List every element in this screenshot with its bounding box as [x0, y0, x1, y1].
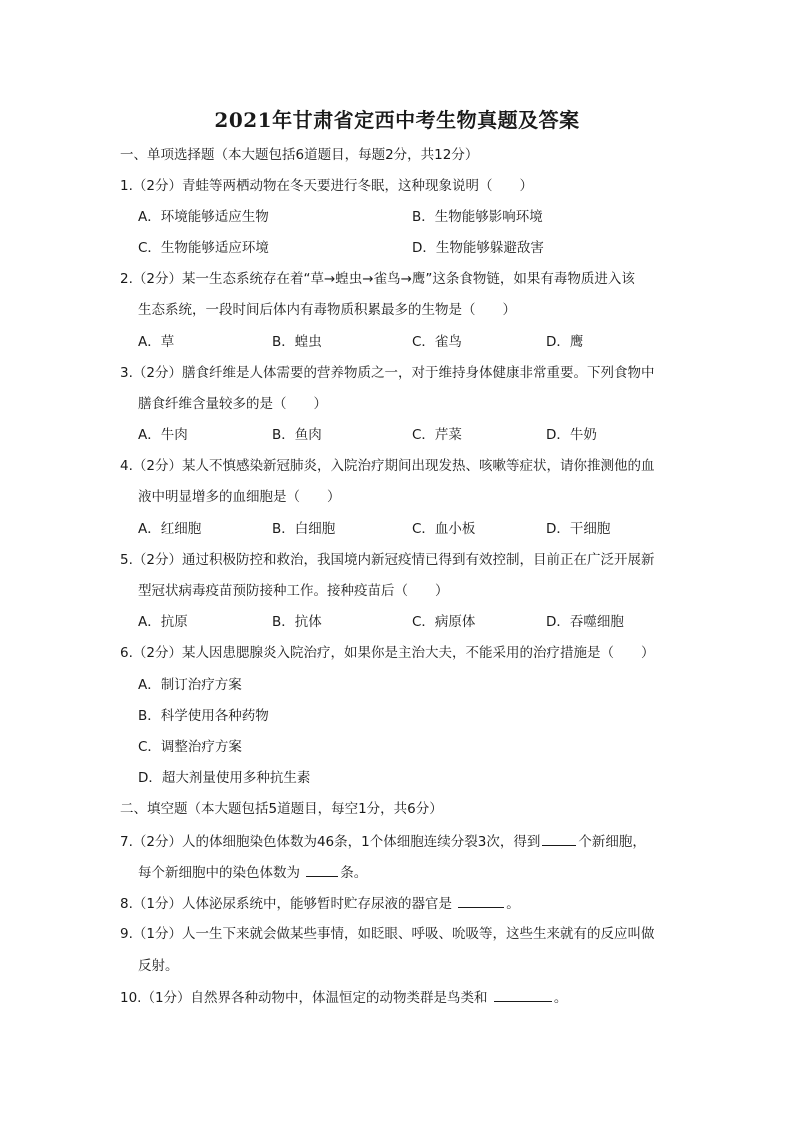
q1-option-d: D．生物能够躲避敌害: [412, 240, 544, 256]
question-5-text-line1: 5.（2分）通过积极防控和救治，我国境内新冠疫情已得到有效控制，目前正在广泛开展新: [120, 552, 655, 568]
question-5-text-line2: 型冠状病毒疫苗预防接种工作。接种疫苗后（ ）: [138, 583, 449, 599]
q2-option-b: B．蝗虫: [272, 334, 322, 350]
q6-option-d: D．超大剂量使用多种抗生素: [138, 770, 311, 786]
page-title: 2021年甘肃省定西中考生物真题及答案: [214, 108, 580, 132]
section1-heading: 一、单项选择题（本大题包括6道题目，每题2分，共12分）: [120, 147, 479, 163]
q3-option-b: B．鱼肉: [272, 427, 322, 443]
q5-option-c: C．病原体: [412, 614, 476, 630]
q10-text-part2: 。: [553, 990, 568, 1006]
question-3-text-line1: 3.（2分）膳食纤维是人体需要的营养物质之一，对于维持身体健康非常重要。下列食物中: [120, 365, 655, 381]
q8-text-part2: 。: [506, 896, 520, 912]
q4-option-a: A．红细胞: [138, 521, 202, 537]
q2-option-c: C．雀鸟: [412, 334, 462, 350]
q5-option-d: D．吞噬细胞: [546, 614, 624, 630]
q3-option-a: A．牛肉: [138, 427, 188, 443]
question-9-text-line2: 反射。: [138, 958, 179, 974]
question-9-text-line1: 9.（1分）人一生下来就会做某些事情，如眨眼、呼吸、吮吸等，这些生来就有的反应叫做: [120, 926, 655, 942]
q6-option-c: C．调整治疗方案: [138, 739, 242, 755]
q5-option-b: B．抗体: [272, 614, 322, 630]
q1-option-b: B．生物能够影响环境: [412, 209, 543, 225]
question-2-text-line1: 2.（2分）某一生态系统存在着“草→蝗虫→雀鸟→鹰”这条食物链，如果有毒物质进入该: [120, 271, 635, 287]
q1-option-c: C．生物能够适应环境: [138, 240, 269, 256]
q6-option-a: A．制订治疗方案: [138, 677, 242, 693]
question-6-text: 6.（2分）某人因患腮腺炎入院治疗，如果你是主治大夫，不能采用的治疗措施是（ ）: [120, 645, 655, 661]
question-4-options: [0, 520, 794, 538]
q2-option-a: A．草: [138, 334, 175, 350]
question-2-text-line2: 生态系统，一段时间后体内有毒物质积累最多的生物是（ ）: [138, 302, 516, 318]
question-1-options-row1: [0, 208, 794, 226]
q4-option-d: D．干细胞: [546, 521, 611, 537]
q6-option-b: B．科学使用各种药物: [138, 708, 269, 724]
q1-option-a: A．环境能够适应生物: [138, 209, 269, 225]
question-4-text-line1: 4.（2分）某人不慎感染新冠肺炎，入院治疗期间出现发热、咳嗽等症状，请你推测他的血: [120, 458, 655, 474]
q7-blank-1[interactable]: [542, 832, 576, 846]
question-10: [120, 988, 567, 1007]
q10-blank[interactable]: [494, 988, 552, 1002]
q8-blank[interactable]: [458, 894, 504, 908]
q4-option-b: B．白细胞: [272, 521, 336, 537]
question-8: [120, 894, 520, 913]
q3-option-c: C．芹菜: [412, 427, 462, 443]
q8-text-part1: 8.（1分）人体泌尿系统中，能够暂时贮存尿液的器官是: [120, 896, 457, 912]
q7-text-part3: 每个新细胞中的染色体数为: [138, 865, 305, 881]
q7-text-part4: 条。: [340, 865, 368, 881]
q5-option-a: A．抗原: [138, 614, 188, 630]
question-7-line1: [120, 832, 646, 851]
q7-blank-2[interactable]: [306, 863, 338, 877]
question-1-options-row2: [0, 239, 794, 257]
q2-option-d: D．鹰: [546, 334, 584, 350]
question-3-text-line2: 膳食纤维含量较多的是（ ）: [138, 396, 327, 412]
question-1-text: 1.（2分）青蛙等两栖动物在冬天要进行冬眠，这种现象说明（ ）: [120, 178, 533, 194]
question-3-options: [0, 426, 794, 444]
q10-text-part1: 10.（1分）自然界各种动物中，体温恒定的动物类群是鸟类和: [120, 990, 492, 1006]
question-5-options: [0, 613, 794, 631]
q7-text-part2: 个新细胞，: [578, 834, 646, 850]
section2-heading: 二、填空题（本大题包括5道题目，每空1分，共6分）: [120, 801, 443, 817]
q3-option-d: D．牛奶: [546, 427, 597, 443]
q4-option-c: C．血小板: [412, 521, 476, 537]
question-7-line2: [138, 863, 367, 882]
question-4-text-line2: 液中明显增多的血细胞是（ ）: [138, 489, 341, 505]
question-2-options: [0, 333, 794, 351]
q7-text-part1: 7.（2分）人的体细胞染色体数为46条，1个体细胞连续分裂3次，得到: [120, 834, 541, 850]
